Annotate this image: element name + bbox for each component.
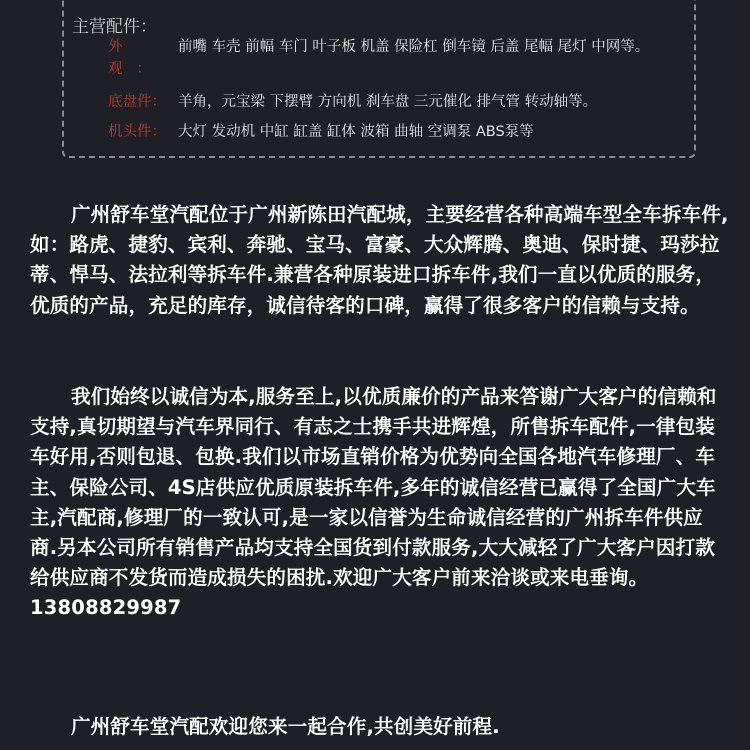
main-parts-title: 主营配件： (72, 17, 157, 37)
parts-items-chassis: 羊角，元宝梁 下摆臂 方向机 刹车盘 三元催化 排气管 转动轴等。 (178, 94, 598, 110)
parts-category-exterior: 外 观： (108, 39, 165, 77)
intro-paragraph-1 (30, 200, 730, 321)
intro-paragraph-2 (30, 382, 730, 624)
parts-items-engine: 大灯 发动机 中缸 缸盖 缸体 波箱 曲轴 空调泵 ABS泵等 (178, 124, 534, 140)
intro-paragraph-3-text: 广州舒车堂汽配欢迎您来一起合作,共创美好前程. (70, 715, 500, 738)
intro-paragraph-1-text: 广州舒车堂汽配位于广州新陈田汽配城，主要经营各种高端车型全车拆车件,如：路虎、捷豹、宾利、奔驰、宝马、富豪、大众辉腾、奥迪、保时捷、玛莎拉蒂、悍马、法拉利等拆车件.兼营各种原装进口拆车件,我们一直以优质的服务，优质的产品，充足的库存，诚信待客的口碑，赢得了很多客户的信赖与支持。 (30, 203, 729, 317)
parts-category-engine: 机头件： (108, 124, 166, 140)
intro-paragraph-2-text: 我们始终以诚信为本,服务至上,以优质廉价的产品来答谢广大客户的信赖和支持,真切期望与汽车界同行、有志之士携手共进辉煌，所售拆车配件,一律包装车好用,否则包退、包换.我们以市场直销价格为优势向全国各地汽车修理厂、车主、保险公司、4S店供应优质原装拆车件,多年的诚信经营已赢得了全国广大车主,汽配商,修理厂的一致认可,是一家以信誉为生命诚信经营的广州拆车件供应商.另本公司所有销售产品均支持全国货到付款服务,大大减轻了广大客户因打款给供应商不发货而造成损失的困扰.欢迎广大客户前来洽谈或来电垂询。13808829987 (30, 385, 717, 620)
parts-items-exterior: 前嘴 车壳 前幅 车门 叶子板 机盖 保险杠 倒车镜 后盖 尾幅 尾灯 中网等。 (178, 39, 650, 55)
parts-category-chassis: 底盘件： (108, 94, 166, 110)
intro-paragraph-3 (30, 712, 730, 742)
